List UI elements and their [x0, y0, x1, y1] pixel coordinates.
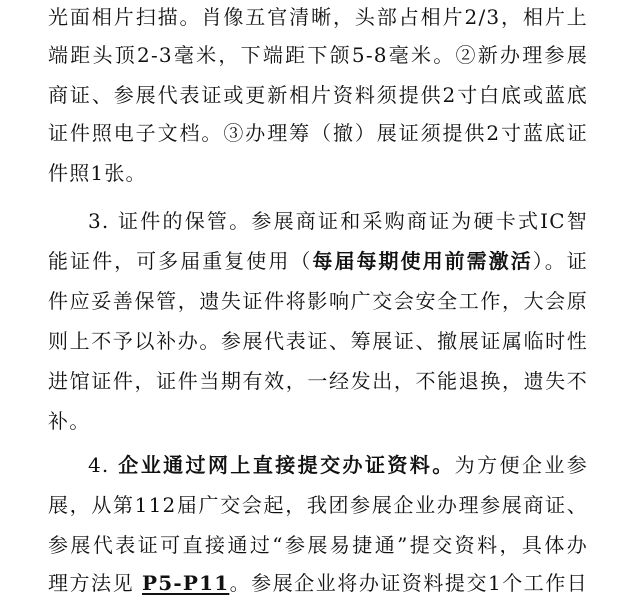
activation-notice: 每届每期使用前需激活 [312, 249, 533, 273]
section-3-text: 3. 证件的保管。参展商证和采购商证为硬卡式IC智 [88, 209, 588, 233]
line-text: 为方便企业参 [454, 453, 589, 477]
paragraph-line: 补。 [48, 409, 91, 433]
line-text: ）。证 [532, 249, 588, 273]
paragraph-line: 参展代表证可直接通过“参展易捷通”提交资料，具体办 [48, 533, 588, 557]
paragraph-line: 端距头顶2-3毫米，下端距下颌5-8毫米。②新办理参展 [48, 43, 588, 67]
section-4-title: 企业通过网上直接提交办证资料。 [118, 453, 455, 477]
paragraph-line [48, 246, 588, 276]
line-text: 能证件，可多届重复使用（ [48, 249, 313, 273]
paragraph-line: 商证、参展代表证或更新相片资料须提供2寸白底或蓝底 [48, 83, 588, 107]
paragraph-line: 展，从第112届广交会起，我团参展企业办理参展商证、 [48, 493, 588, 517]
section-3-heading-line [88, 206, 588, 236]
paragraph-line: 则上不予以补办。参展代表证、筹展证、撤展证属临时性 [48, 329, 588, 353]
paragraph-line: 件照1张。 [48, 161, 147, 185]
section-4-heading-line [88, 450, 588, 480]
paragraph-line: 证件照电子文档。③办理筹（撤）展证须提供2寸蓝底证 [48, 121, 588, 145]
paragraph-line [48, 568, 588, 598]
line-text: 理方法见 [48, 571, 142, 595]
paragraph-line: 件应妥善保管，遗失证件将影响广交会安全工作，大会原 [48, 289, 588, 313]
paragraph-line: 进馆证件，证件当期有效，一经发出，不能退换，遗失不 [48, 369, 588, 393]
page-reference-link[interactable]: P5-P11 [142, 571, 230, 595]
section-number: 4. [88, 453, 119, 477]
paragraph-line: 光面相片扫描。肖像五官清晰，头部占相片2/3，相片上 [48, 5, 588, 29]
line-text: 。参展企业将办证资料提交1个工作日 [229, 571, 589, 595]
